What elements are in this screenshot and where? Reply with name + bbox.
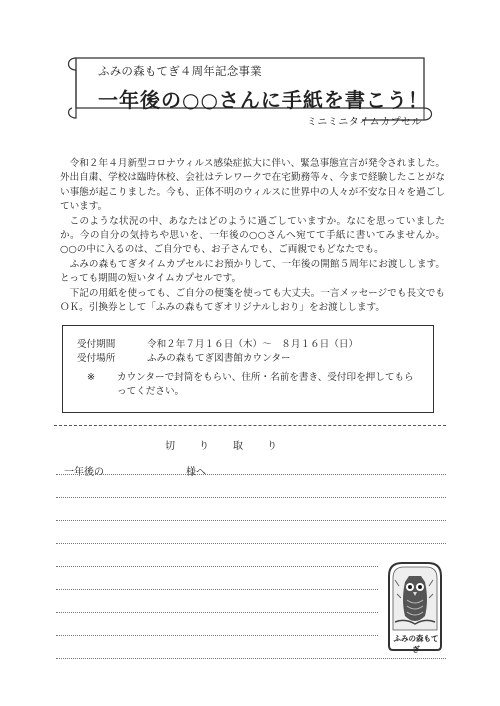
- note: [77, 371, 417, 399]
- stamp-text: ふみの森もてぎ: [393, 634, 439, 654]
- place-label: 受付場所: [77, 353, 116, 364]
- cut-label: 切り取り: [165, 441, 301, 452]
- writing-line[interactable]: [56, 658, 446, 659]
- writing-line[interactable]: [56, 497, 446, 498]
- to-suffix: 様へ: [186, 467, 206, 478]
- paragraph: このような状況の中、あなたはどのように過ごしていますか。なにを思っていましたか。今の自分の気持ちや思いを、一年後の○○さんへ宛てて手紙に書いてみませんか。○○の中に入るのは、ご自分でも、お子さんでも、ご両親でもどなたでも。: [60, 215, 445, 256]
- to-prefix: 一年後の: [64, 467, 104, 478]
- writing-line[interactable]: [56, 589, 378, 590]
- note-text: カウンターで封筒をもらい、住所・名前を書き、受付印を押してもらってください。: [117, 372, 414, 397]
- writing-line[interactable]: [56, 566, 378, 567]
- page-title: 一年後の○○さんに手紙を書こう！: [98, 88, 429, 112]
- reception-period-row: [77, 336, 358, 350]
- writing-line[interactable]: [56, 635, 378, 636]
- writing-line[interactable]: [56, 474, 446, 475]
- note-mark: ※: [87, 372, 96, 383]
- intro-text: [60, 157, 445, 315]
- writing-line[interactable]: [56, 612, 378, 613]
- subtitle: ミニミニタイムカプセル: [306, 117, 422, 128]
- paragraph: ふみの森もてぎタイムカプセルにお預かりして、一年後の開館５周年にお渡しします。とっても期間の短いタイムカプセルです。: [60, 258, 445, 285]
- writing-line[interactable]: [56, 520, 446, 521]
- info-box: [62, 325, 434, 413]
- paragraph: 令和２年４月新型コロナウィルス感染症拡大に伴い、緊急事態宣言が発令されました。外出自粛、学校は臨時休校、会社はテレワークで在宅勤務等々、今まで経験したことがない事態が起こりました。今も、正体不明のウィルスに世界中の人々が不安な日々を過ごしています。: [60, 158, 445, 213]
- cut-line: [54, 425, 446, 426]
- period-value: 令和２年７月１６日（木）～ ８月１６日（日）: [147, 339, 359, 350]
- paragraph: 下記の用紙を使っても、ご自分の便箋を使っても大丈夫。一言メッセージでも長文でもＯＫ。引換券として「ふみの森もてぎオリジナルしおり」をお渡しします。: [60, 287, 445, 314]
- writing-line[interactable]: [56, 543, 446, 544]
- period-label: 受付期間: [77, 339, 116, 350]
- place-value: ふみの森もてぎ図書館カウンター: [147, 353, 291, 364]
- reception-place-row: [77, 350, 291, 364]
- event-pre-title: ふみの森もてぎ４周年記念事業: [98, 64, 262, 78]
